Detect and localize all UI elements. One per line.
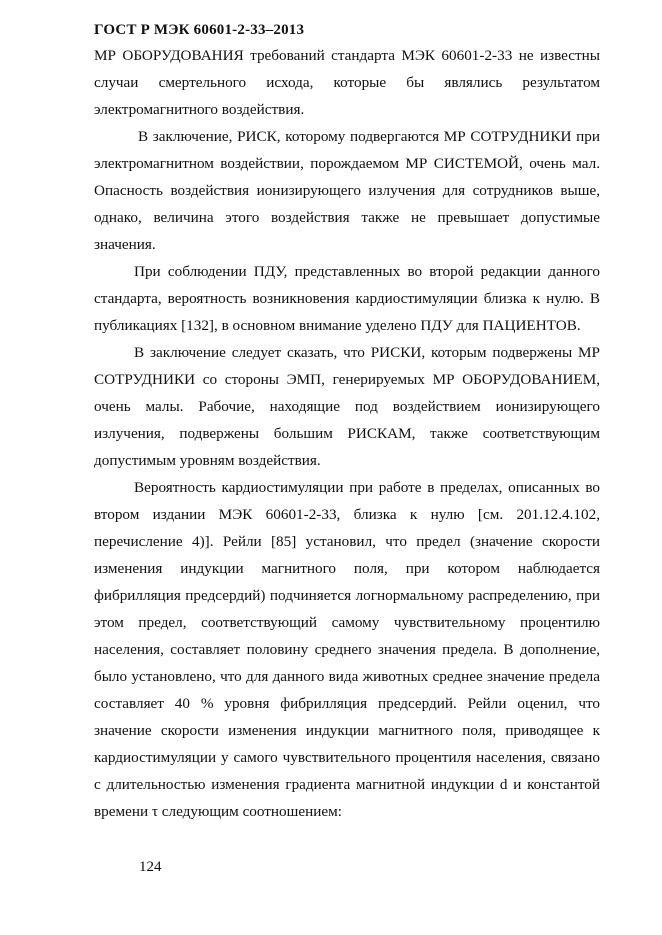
document-header: ГОСТ Р МЭК 60601-2-33–2013 [94,22,305,38]
document-body [94,42,600,825]
paragraph-5: Вероятность кардиостимуляции при работе в пределах, описанных во втором издании МЭК 60601-2-33, близка к нулю [см. 201.12.4.102, перечисление 4)]. Рейли [85] установил, что предел (значение скорости изменения индукции магнитного поля, при котором наблюдается фибрилляция предсердий) подчиняется логнормальному распределению, при этом предел, соответствующий самому чувствительному процентилю населения, составляет половину среднего значения предела. В дополнение, было установлено, что для данного вида животных среднее значение предела составляет 40 % уровня фибрилляция предсердий. Рейли оценил, что значение скорости изменения индукции магнитного поля, приводящее к кардиостимуляции у самого чувствительного процентиля населения, связано с длительностью изменения градиента магнитной индукции d и константой времени τ следующим соотношением: [94,479,600,820]
paragraph-3: При соблюдении ПДУ, представленных во второй редакции данного стандарта, вероятность возникновения кардиостимуляции близка к нулю. В публикациях [132], в основном внимание уделено ПДУ для ПАЦИЕНТОВ. [94,263,600,334]
paragraph-4: В заключение следует сказать, что РИСКИ, которым подвержены МР СОТРУДНИКИ со стороны ЭМП, генерируемых МР ОБОРУДОВАНИЕМ, очень малы. Рабочие, находящие под воздействием ионизирующего излучения, подвержены большим РИСКАМ, также соответствующим допустимым уровням воздействия. [94,344,600,469]
page-number: 124 [139,859,162,875]
paragraph-2: В заключение, РИСК, которому подвергаются МР СОТРУДНИКИ при электромагнитном воздействии, порождаемом МР СИСТЕМОЙ, очень мал. Опасность воздействия ионизирующего излучения для сотрудников выше, однако, величина этого воздействия также не превышает допустимые значения. [94,128,600,253]
paragraph-1: МР ОБОРУДОВАНИЯ требований стандарта МЭК 60601-2-33 не известны случаи смертельного исхода, которые бы являлись результатом электромагнитного воздействия. [94,47,600,118]
